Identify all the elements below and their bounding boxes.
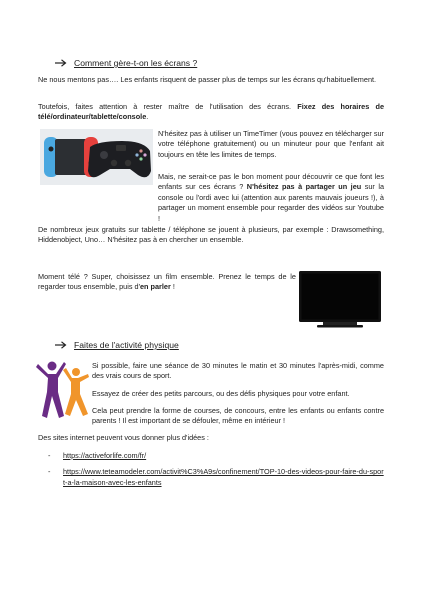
sport-figures-image — [36, 358, 91, 422]
heading-text: Comment gère-t-on les écrans ? — [74, 58, 198, 68]
right-arrow-icon — [55, 59, 67, 67]
list-item: - https://activeforlife.com/fr/ — [48, 451, 147, 460]
list-item: - https://www.teteamodeler.com/activit%C3%A9s/confinement/TOP-10-des-videos-pour-faire-du-sport-a-la-maison-avec-les-enfants — [48, 467, 384, 487]
paragraph: Toutefois, faites attention à rester maître de l'utilisation des écrans. Fixez des horaires de télé/ordinateur/tablette/console. — [38, 102, 385, 122]
heading-text: Faites de l'activité physique — [74, 340, 179, 350]
paragraph: Cela peut prendre la forme de courses, de concours, entre les enfants ou enfants contre parents ! Il est important de se défouler, même en intérieur ! — [92, 406, 384, 426]
paragraph: Moment télé ? Super, choisissez un film ensemble. Prenez le temps de le regarder tous ensemble, puis d'en parler ! — [38, 272, 296, 292]
link-activeforlife[interactable]: https://activeforlife.com/fr/ — [63, 451, 147, 460]
paragraph: Essayez de créer des petits parcours, ou des défis physiques pour votre enfant. — [92, 389, 350, 398]
link-teteamodeler[interactable]: https://www.teteamodeler.com/activit%C3%A9s/confinement/TOP-10-des-videos-pour-faire-du-sport-a-la-maison-avec-les-enfants — [63, 467, 384, 487]
paragraph: Si possible, faire une séance de 30 minutes le matin et 30 minutes l'après-midi, comme des vrais cours de sport. — [92, 361, 384, 381]
paragraph: Des sites internet peuvent vous donner plus d'idées : — [38, 433, 209, 442]
section-heading-activity — [55, 340, 179, 350]
television-image — [299, 271, 381, 328]
paragraph: Ne nous mentons pas…. Les enfants risquent de passer plus de temps sur les écrans qu'habituellement. — [38, 75, 377, 84]
right-arrow-icon — [55, 341, 67, 349]
paragraph: De nombreux jeux gratuits sur tablette / téléphone se jouent à plusieurs, par exemple : Drawsomething, Hiddenobject, Uno… N'hésitez pas à en chercher un ensemble. — [38, 225, 384, 245]
links-list — [48, 451, 384, 494]
section-heading-screens — [55, 58, 197, 68]
paragraph: N'hésitez pas à utiliser un TimeTimer (vous pouvez en télécharger sur votre téléphone gratuitement) ou un minuteur pour que l'enfant ait toujours en tête les limites de temps. — [158, 129, 384, 159]
paragraph: Mais, ne serait-ce pas le bon moment pour découvrir ce que font les enfants sur ces écrans ? N'hésitez pas à partager un jeu sur la console ou l'ordi avec lui (attention aux parents mauvais joueurs !), à partager un moment ensemble pour regarder des vidéos sur Youtube ! — [158, 172, 385, 223]
game-controllers-image — [40, 129, 153, 185]
